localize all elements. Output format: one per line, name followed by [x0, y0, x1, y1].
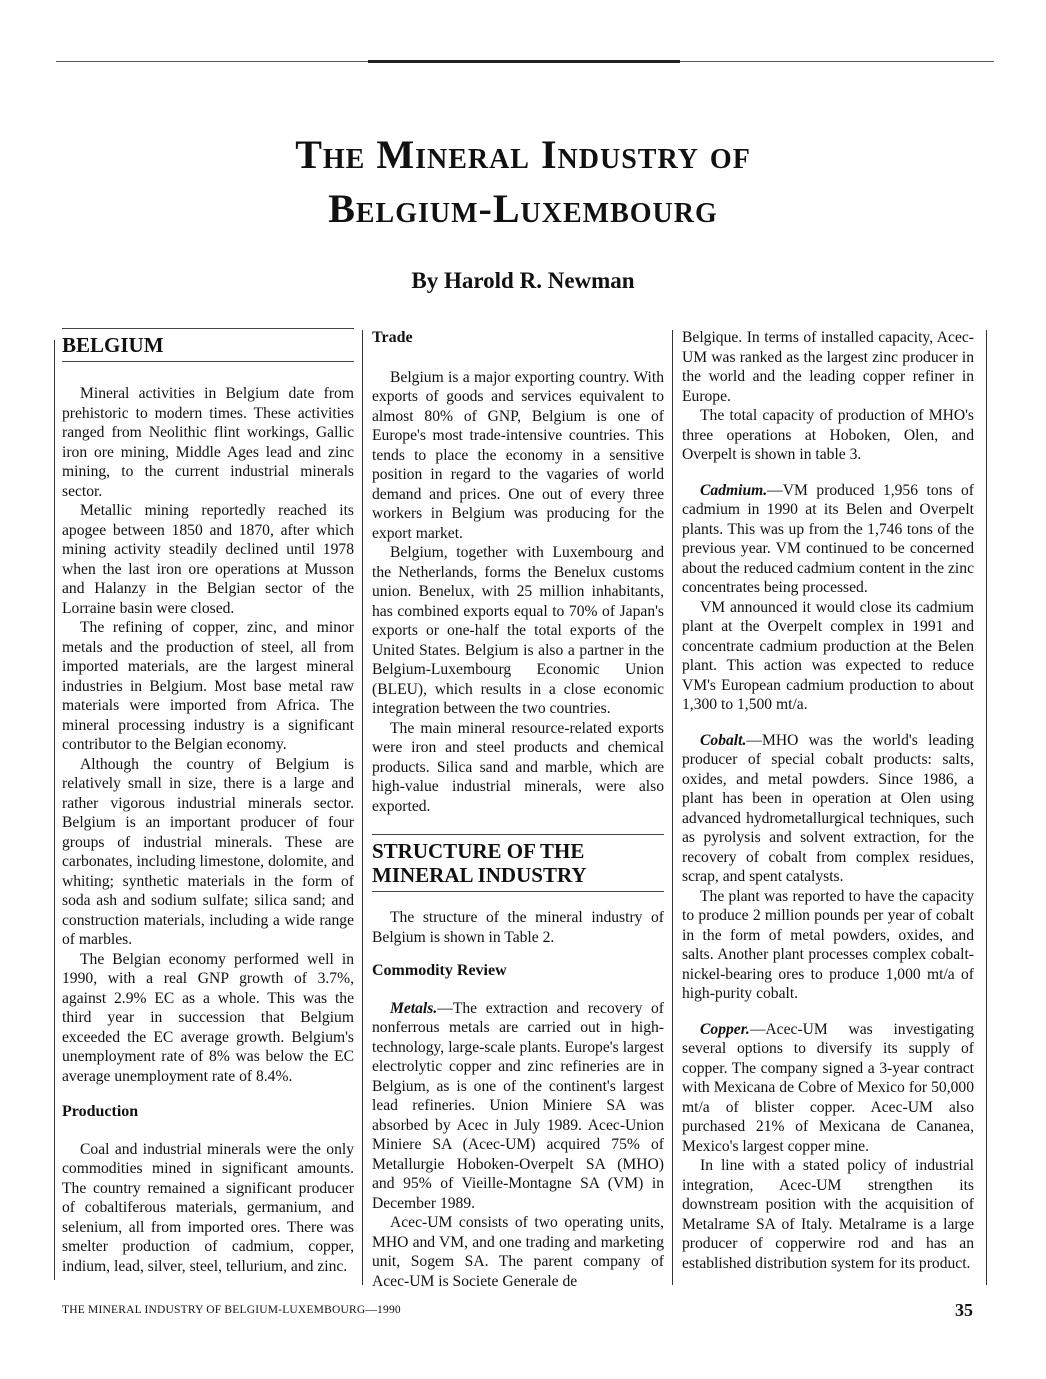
paragraph-metals: [372, 999, 664, 1214]
paragraph: Belgique. In terms of installed capacity, Acec-UM was ranked as the largest zinc producer in the world and the leading copper refiner in Europe.: [682, 329, 974, 405]
subheading-trade: Trade: [372, 329, 413, 346]
column-3: [682, 328, 974, 1273]
spacer: [62, 1086, 354, 1102]
paragraph-cobalt: [682, 731, 974, 887]
page-number: 35: [955, 1300, 973, 1320]
run-in-head-copper: Copper.: [700, 1020, 750, 1038]
byline: By Harold R. Newman: [411, 268, 635, 293]
paragraph: Mineral activities in Belgium date from prehistoric to modern times. These activities ranged from Neolithic flint workings, Gallic iron ore mining, Middle Ages lead and zinc mining, to the current industrial minerals sector.: [62, 385, 354, 500]
column-2: [372, 328, 664, 1291]
title-line-1: The Mineral Industry of: [295, 132, 751, 177]
column-divider-2: [672, 330, 673, 1285]
paragraph: VM announced it would close its cadmium plant at the Overpelt complex in 1991 and concentrate cadmium production at the Belen plant. This action was expected to reduce VM's European cadmium production to about 1,300 to 1,500 mt/a.: [682, 598, 974, 713]
subheading-commodity-review: Commodity Review: [372, 962, 507, 979]
spacer: [682, 1004, 974, 1020]
spacer: [372, 816, 664, 834]
paragraph: Acec-UM consists of two operating units, MHO and VM, and one trading and marketing unit, Sogem SA. The parent company of Acec-UM is Societe Generale de: [372, 1214, 664, 1290]
paragraph: Belgium is a major exporting country. With exports of goods and services equivalent to almost 80% of GNP, Belgium is one of Europe's most trade-intensive countries. This tends to place the economy in a sensitive position in regard to the vagaries of world demand and prices. One out of every three workers in Belgium was producing for the export market.: [372, 368, 664, 542]
paragraph: In line with a stated policy of industrial integration, Acec-UM strengthen its downstream position with the acquisition of Metalrame SA of Italy. Metalrame is a large producer of copperwire rod and has an established distribution system for its product.: [682, 1157, 974, 1272]
run-in-head-cobalt: Cobalt.: [700, 731, 747, 749]
spacer: [682, 465, 974, 481]
paragraph-text: —The extraction and recovery of nonferrous metals are carried out in high-technology, large-scale plants. Europe's largest electrolytic copper and zinc refineries are in Belgium, as is one of the continent's largest lead refineries. Union Miniere SA was absorbed by Acec in July 1989. Acec-Union Miniere SA (Acec-UM) acquired 75% of Metallurgie Hoboken-Overpelt SA (MHO) and 95% of Vieille-Montagne SA (VM) in December 1989.: [372, 999, 664, 1212]
column-divider-1: [362, 330, 363, 1285]
paragraph: The refining of copper, zinc, and minor metals and the production of steel, all from imported materials, are the largest mineral industries in Belgium. Most base metal raw materials were imported from Africa. The mineral processing industry is a significant contributor to the Belgian economy.: [62, 619, 354, 753]
header-rule-accent: [368, 60, 680, 63]
section-heading-structure: [372, 834, 664, 892]
section-title-line-1: STRUCTURE OF THE: [372, 839, 585, 863]
spacer: [372, 947, 664, 961]
column-divider-right: [986, 330, 987, 1285]
column-divider-left: [54, 340, 55, 1280]
paragraph-copper: [682, 1020, 974, 1157]
paragraph: Although the country of Belgium is relatively small in size, there is a large and rather vigorous industrial minerals sector. Belgium is an important producer of four groups of industrial minerals. These are carbonates, including limestone, dolomite, and whiting; synthetic materials in the form of soda ash and sodium sulfate; silica sand; and construction materials, including a wide range of marbles.: [62, 755, 354, 948]
section-title: BELGIUM: [62, 333, 164, 357]
paragraph-text: —MHO was the world's leading producer of special cobalt products: salts, oxides, and metal powders. Since 1986, a plant has been in operation at Olen using advanced hydrometallurgical techniques, such as pyrolysis and solvent extraction, for the recovery of cobalt from complex residues, scrap, and spent catalysts.: [682, 731, 974, 885]
paragraph: The structure of the mineral industry of Belgium is shown in Table 2.: [372, 909, 664, 946]
paragraph-text: —Acec-UM was investigating several options to diversify its supply of copper. The company signed a 3-year contract with Mexicana de Cobre of Mexico for 50,000 mt/a of blister copper. Acec-UM also purchased 21% of Mexicana de Cananea, Mexico's largest copper mine.: [682, 1020, 974, 1155]
paragraph: The plant was reported to have the capacity to produce 2 million pounds per year of cobalt in the form of metal powders, oxides, and salts. Another plant processes complex cobalt-nickel-bearing ores to produce 1,000 mt/a of high-purity cobalt.: [682, 887, 974, 1002]
subheading-production: Production: [62, 1103, 139, 1120]
spacer: [682, 715, 974, 731]
paragraph: The main mineral resource-related exports were iron and steel products and chemical products. Silica sand and marble, which are high-value industrial minerals, were also exported.: [372, 719, 664, 815]
paragraph: The Belgian economy performed well in 1990, with a real GNP growth of 3.7%, against 2.9% EC as a whole. This was the third year in succession that Belgium exceeded the EC average growth. Belgium's unemployment rate of 8% was below the EC average unemployment rate of 8.4%.: [62, 950, 354, 1085]
run-in-head-metals: Metals.: [390, 999, 438, 1017]
paragraph: The total capacity of production of MHO's three operations at Hoboken, Olen, and Overpelt is shown in table 3.: [682, 407, 974, 463]
paragraph: Metallic mining reportedly reached its apogee between 1850 and 1870, after which mining activity steadily declined until 1978 when the last iron ore operations at Musson and Halanzy in the Belgian sector of the Lorraine basin were closed.: [62, 502, 354, 617]
paragraph-cadmium: [682, 481, 974, 598]
paragraph: Coal and industrial minerals were the only commodities mined in significant amounts. The country remained a significant producer of cobaltiferous materials, germanium, and selenium, all from imported ores. There was smelter production of cadmium, copper, indium, lead, silver, steel, tellurium, and zinc.: [62, 1140, 354, 1275]
running-footer: THE MINERAL INDUSTRY OF BELGIUM-LUXEMBOURG—1990: [62, 1304, 401, 1316]
page-title: [0, 128, 1046, 236]
column-1: [62, 328, 354, 1276]
paragraph: Belgium, together with Luxembourg and the Netherlands, forms the Benelux customs union. Benelux, with 25 million inhabitants, has combined exports equal to 70% of Japan's exports or one-half the total exports of the United States. Belgium is also a partner in the Belgium-Luxembourg Economic Union (BLEU), which results in a close economic integration between the two countries.: [372, 544, 664, 717]
run-in-head-cadmium: Cadmium.: [700, 481, 768, 499]
title-line-2: Belgium-Luxembourg: [328, 186, 718, 231]
section-heading-belgium: [62, 328, 354, 362]
section-title-line-2: MINERAL INDUSTRY: [372, 863, 587, 887]
paragraph-text: —VM produced 1,956 tons of cadmium in 1990 at its Belen and Overpelt plants. This was up from the 1,746 tons of the previous year. VM continued to be concerned about the reduced cadmium content in the zinc concentrates being processed.: [682, 481, 974, 596]
